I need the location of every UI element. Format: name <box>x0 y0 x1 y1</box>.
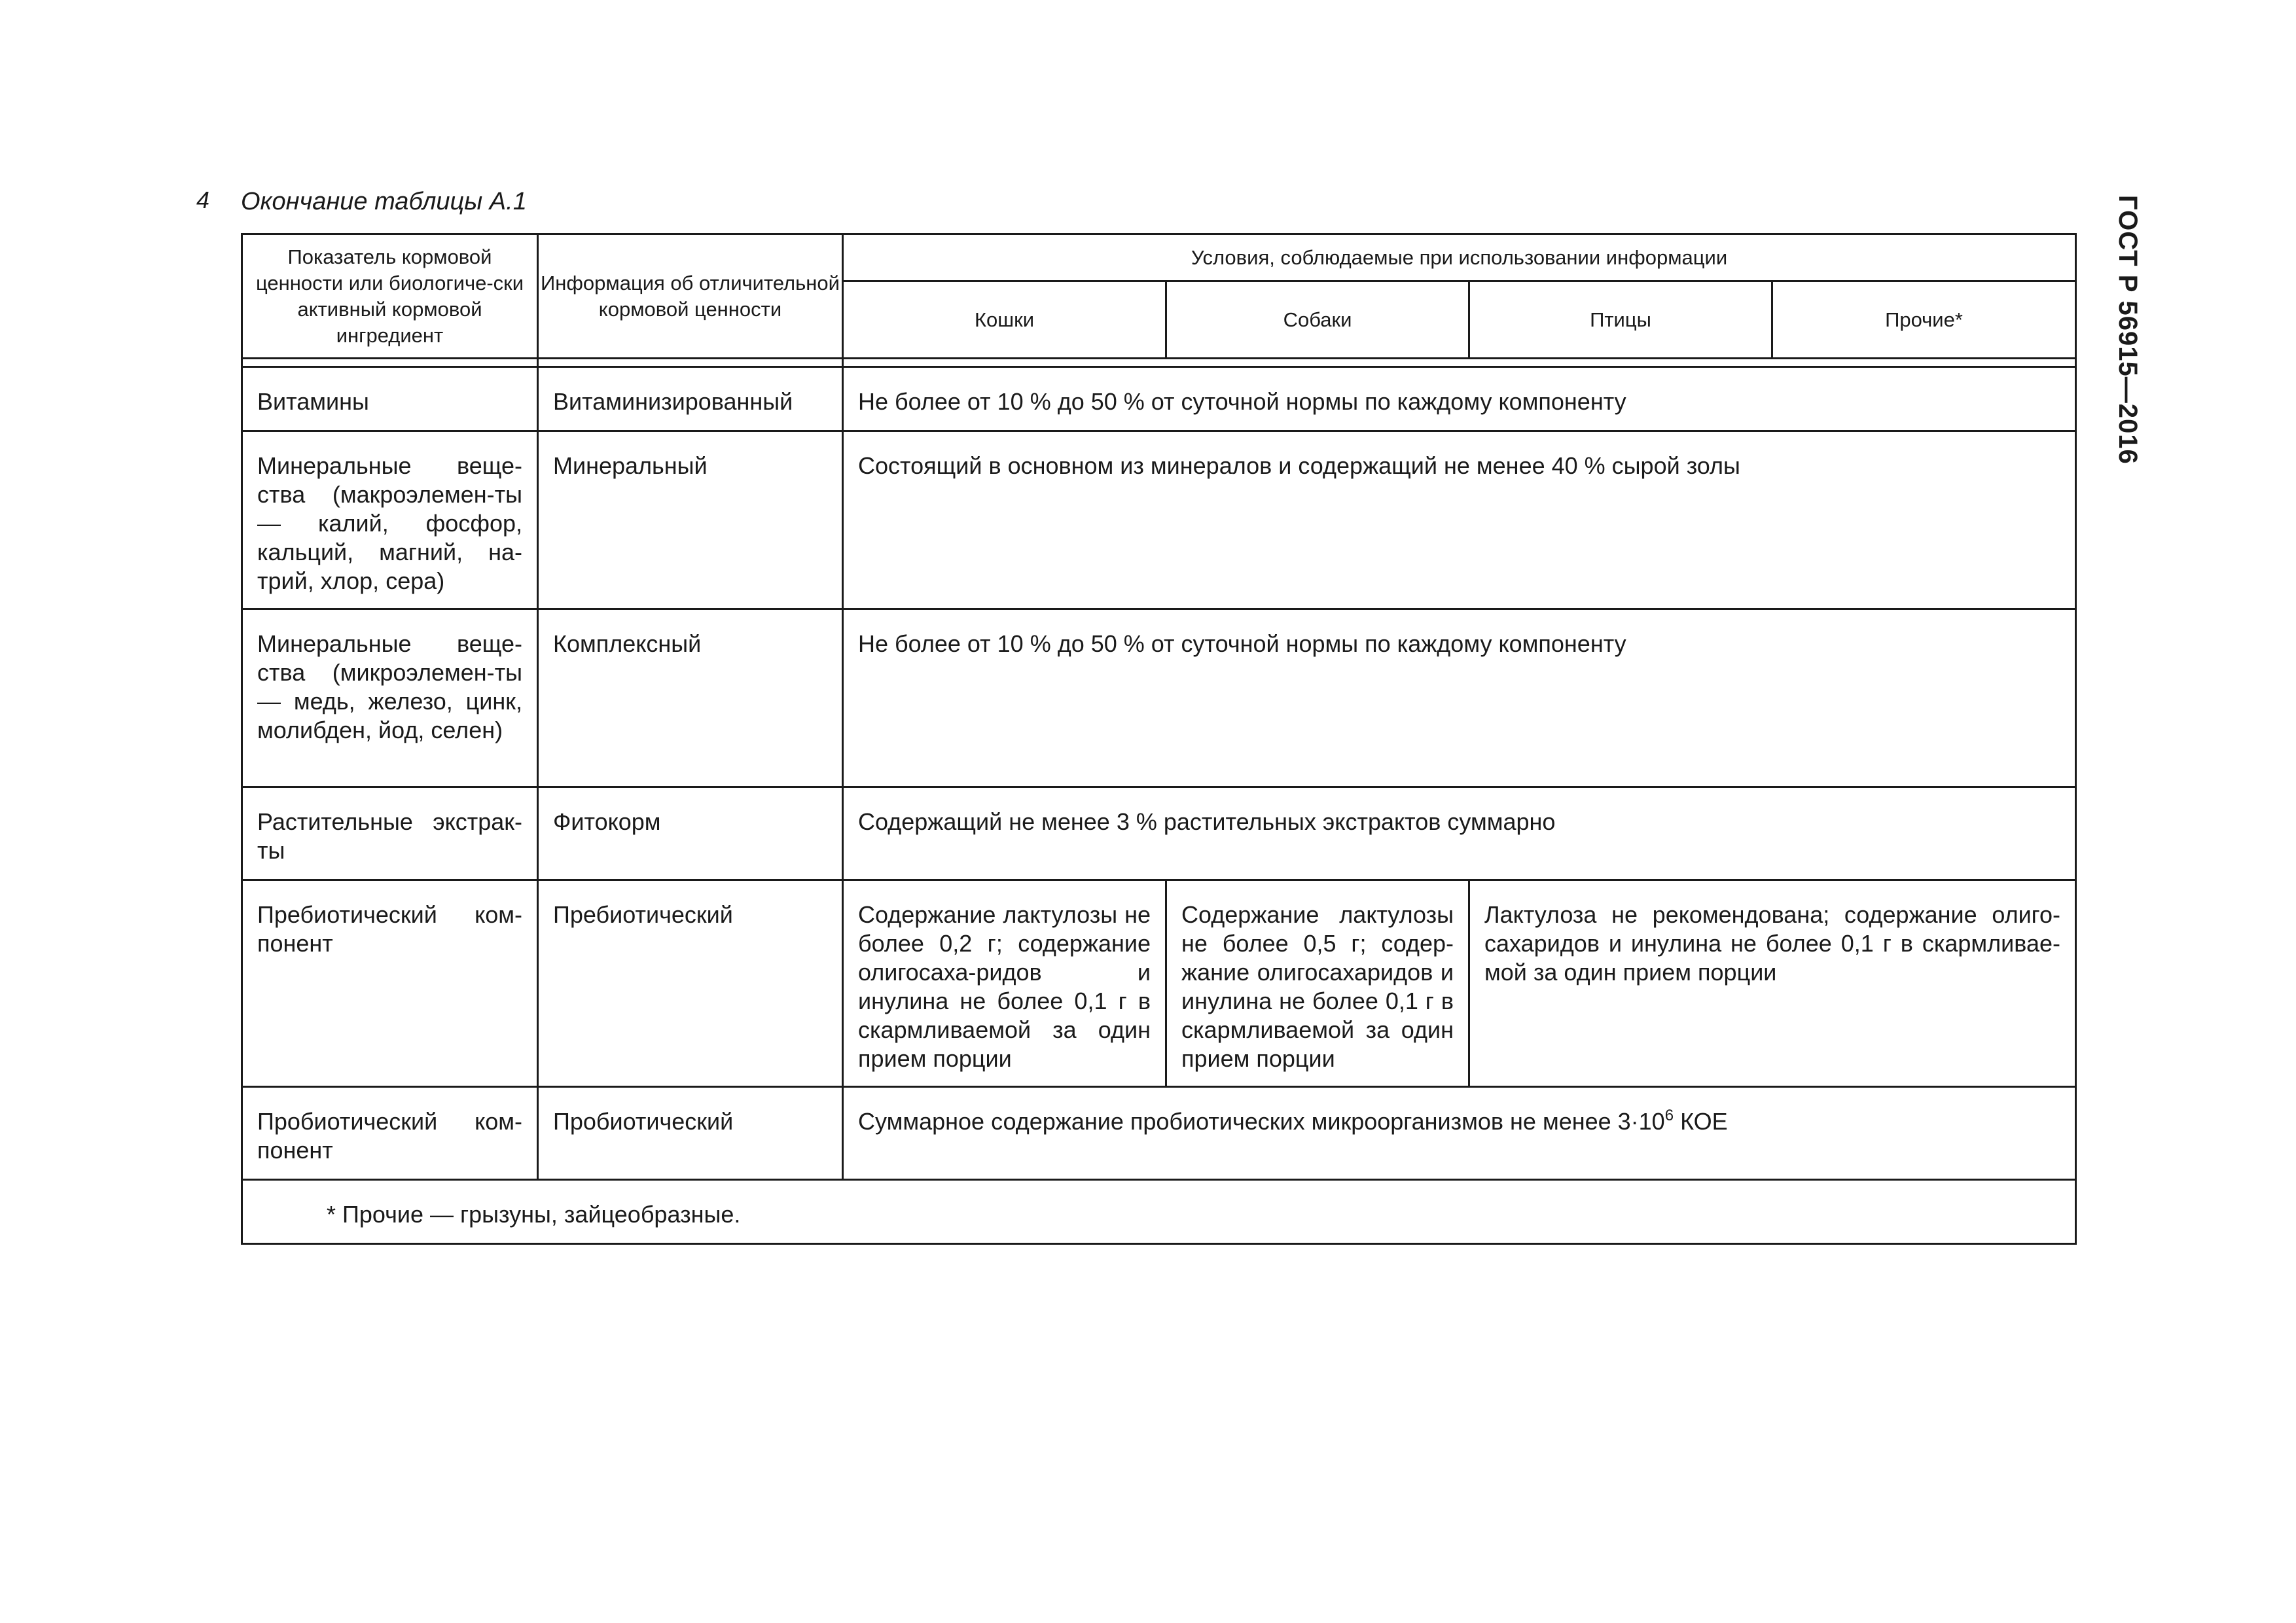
table-footnote: * Прочие — грызуны, зайцеобразные. <box>242 1180 2076 1244</box>
separator-cell <box>242 359 538 367</box>
row-dogs-condition: Содержание лактулозы не более 0,5 г; содер-жание олигосахаридов и инулина не более 0,1 г в скармливаемой за один прием порции <box>1166 880 1469 1087</box>
header-others: Прочие* <box>1772 281 2076 359</box>
row-conditions: Состоящий в основном из минералов и содержащий не менее 40 % сырой золы <box>843 431 2076 609</box>
row-information: Витаминизированный <box>538 367 843 431</box>
row-conditions: Не более от 10 % до 50 % от суточной нормы по каждому компоненту <box>843 609 2076 787</box>
page-number: 4 <box>196 187 210 213</box>
header-indicator: Показатель кормовой ценности или биологиче-ски активный кормовой ингредиент <box>242 234 538 359</box>
row-indicator: Пребиотический ком-понент <box>242 880 538 1087</box>
row-information: Пребиотический <box>538 880 843 1087</box>
table-row <box>242 880 2076 1087</box>
table-row <box>242 431 2076 609</box>
row-indicator: Пробиотический ком-понент <box>242 1087 538 1180</box>
row-indicator: Минеральные веще-ства (макроэлемен-ты — калий, фосфор, кальций, магний, на-трий, хлор, сера) <box>242 431 538 609</box>
row-information: Комплексный <box>538 609 843 787</box>
row-conditions <box>843 1087 2076 1180</box>
separator-cell <box>843 359 2076 367</box>
row-birds-others-condition: Лактулоза не рекомендована; содержание олиго-сахаридов и инулина не более 0,1 г в скармливае-мой за один прием порции <box>1469 880 2076 1087</box>
row-indicator: Витамины <box>242 367 538 431</box>
row-information: Пробиотический <box>538 1087 843 1180</box>
conditions-suffix: КОЕ <box>1674 1108 1728 1135</box>
row-information: Минеральный <box>538 431 843 609</box>
header-dogs: Собаки <box>1166 281 1469 359</box>
header-birds: Птицы <box>1469 281 1772 359</box>
row-indicator: Минеральные веще-ства (микроэлемен-ты — медь, железо, цинк, молибден, йод, селен) <box>242 609 538 787</box>
conditions-prefix: Суммарное содержание пробиотических микроорганизмов не менее 3·10 <box>858 1108 1665 1135</box>
table-row <box>242 787 2076 880</box>
row-cats-condition: Содержание лактулозы не более 0,2 г; содержание олигосаха-ридов и инулина не более 0,1 г в скармливаемой за один прием порции <box>843 880 1166 1087</box>
table-header-row-1 <box>242 234 2076 281</box>
row-conditions: Не более от 10 % до 50 % от суточной нормы по каждому компоненту <box>843 367 2076 431</box>
header-separator <box>242 359 2076 367</box>
header-cats: Кошки <box>843 281 1166 359</box>
feed-value-table <box>241 233 2077 1245</box>
table-footnote-row <box>242 1180 2076 1244</box>
separator-cell <box>538 359 843 367</box>
row-conditions: Содержащий не менее 3 % растительных экстрактов суммарно <box>843 787 2076 880</box>
table-row <box>242 609 2076 787</box>
table-row <box>242 1087 2076 1180</box>
document-code-sidebar <box>2113 195 2152 470</box>
header-conditions: Условия, соблюдаемые при использовании информации <box>843 234 2076 281</box>
header-information: Информация об отличительной кормовой ценности <box>538 234 843 359</box>
conditions-exponent: 6 <box>1664 1107 1674 1124</box>
row-indicator: Растительные экстрак-ты <box>242 787 538 880</box>
table-row <box>242 367 2076 431</box>
row-information: Фитокорм <box>538 787 843 880</box>
document-code: ГОСТ Р 56915—2016 <box>2113 195 2142 465</box>
table-caption: Окончание таблицы А.1 <box>241 188 527 215</box>
